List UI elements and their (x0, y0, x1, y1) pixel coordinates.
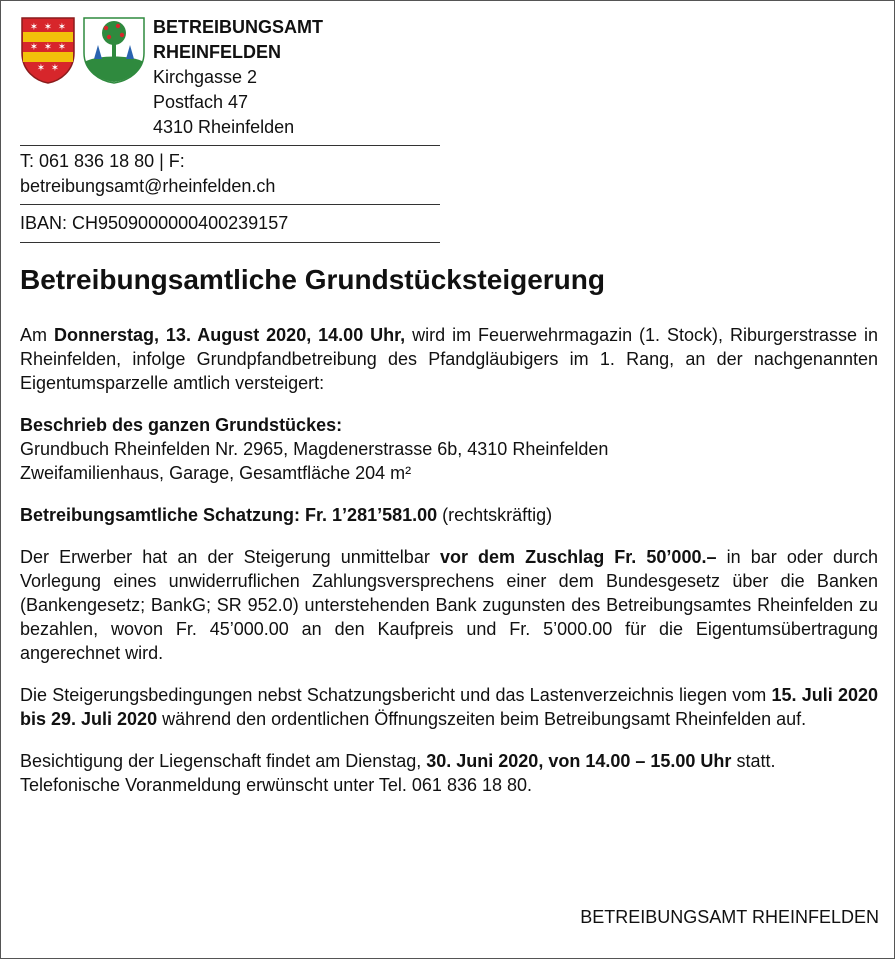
valuation-paragraph: Betreibungsamtliche Schatzung: Fr. 1’281’581.00 (rechtskräftig) (20, 505, 553, 525)
svg-text:✶: ✶ (29, 22, 39, 33)
crest-logos (20, 15, 150, 85)
office-name-line1: BETREIBUNGSAMT (153, 17, 323, 37)
phone-fax: T: 061 836 18 80 | F: (20, 151, 185, 171)
office-city: 4310 Rheinfelden (153, 117, 295, 137)
iban: IBAN: CH9509000000400239157 (20, 204, 440, 243)
office-street: Kirchgasse 2 (153, 67, 258, 87)
svg-text:✶: ✶ (57, 42, 67, 53)
signature: BETREIBUNGSAMT RHEINFELDEN (580, 907, 879, 927)
auction-date: Donnerstag, 13. August 2020, 14.00 Uhr, (53, 325, 406, 345)
office-address (153, 15, 453, 140)
notice-title: Betreibungsamtliche Grundstücksteigerung (20, 264, 605, 295)
canton-crest-icon (22, 18, 74, 83)
description-paragraph (20, 413, 878, 485)
svg-text:✶: ✶ (29, 42, 39, 53)
svg-text:✶: ✶ (50, 63, 60, 74)
notice-body (20, 323, 878, 815)
svg-text:✶: ✶ (43, 22, 53, 33)
viewing-date: 30. Juni 2020, von 14.00 – 15.00 Uhr (426, 751, 732, 771)
email-address: betreibungsamt@rheinfelden.ch (20, 176, 276, 196)
office-postbox: Postfach 47 (153, 92, 249, 112)
description-building: Zweifamilienhaus, Garage, Gesamtfläche 204 m² (20, 463, 412, 483)
conditions-paragraph: Die Steigerungsbedingungen nebst Schatzungsbericht und das Lastenverzeichnis liegen vom 15. Juli 2020 bis 29. Juli 2020 während den ordentlichen Öffnungszeiten beim Betreibungsamt Rheinfelden auf. (20, 685, 878, 729)
description-heading: Beschrieb des ganzen Grundstückes: (20, 415, 343, 435)
contact-block (20, 145, 440, 243)
deposit-amount: vor dem Zuschlag Fr. 50’000.– (439, 547, 717, 567)
town-crest-icon (84, 18, 144, 83)
intro-paragraph: Am Donnerstag, 13. August 2020, 14.00 Uhr, wird im Feuerwehrmagazin (1. Stock), Riburgerstrasse in Rheinfelden, infolge Grundpfandbetreibung des Pfandgläubigers im 1. Rang, an der nachgenannten Eigentumsparzelle amtlich versteigert: (20, 325, 878, 393)
svg-text:✶: ✶ (36, 63, 46, 74)
office-name-line2: RHEINFELDEN (153, 42, 282, 62)
valuation-amount: Betreibungsamtliche Schatzung: Fr. 1’281’581.00 (20, 505, 438, 525)
payment-paragraph: Der Erwerber hat an der Steigerung unmittelbar vor dem Zuschlag Fr. 50’000.– in bar oder durch Vorlegung eines unwiderruflichen Zahlungsversprechens einer dem Bundesgesetz über die Banken (Bankengesetz; BankG; SR 952.0) unterstehenden Bank zugunsten des Betreibungsamtes Rheinfelden zu bezahlen, wovon Fr. 45’000.00 an den Kaufpreis und Fr. 5’000.00 für die Eigentumsübertragung angerechnet wird. (20, 547, 878, 663)
description-land-register: Grundbuch Rheinfelden Nr. 2965, Magdenerstrasse 6b, 4310 Rheinfelden (20, 439, 609, 459)
viewing-paragraph: Besichtigung der Liegenschaft findet am Dienstag, 30. Juni 2020, von 14.00 – 15.00 Uhr statt. Telefonische Voranmeldung erwünscht unter Tel. 061 836 18 80. (20, 751, 776, 795)
phone-registration-note: Telefonische Voranmeldung erwünscht unter Tel. 061 836 18 80. (20, 775, 533, 795)
svg-text:✶: ✶ (57, 22, 67, 33)
svg-text:✶: ✶ (43, 42, 53, 53)
inspection-period: 15. Juli 2020 bis 29. Juli 2020 (20, 685, 878, 729)
